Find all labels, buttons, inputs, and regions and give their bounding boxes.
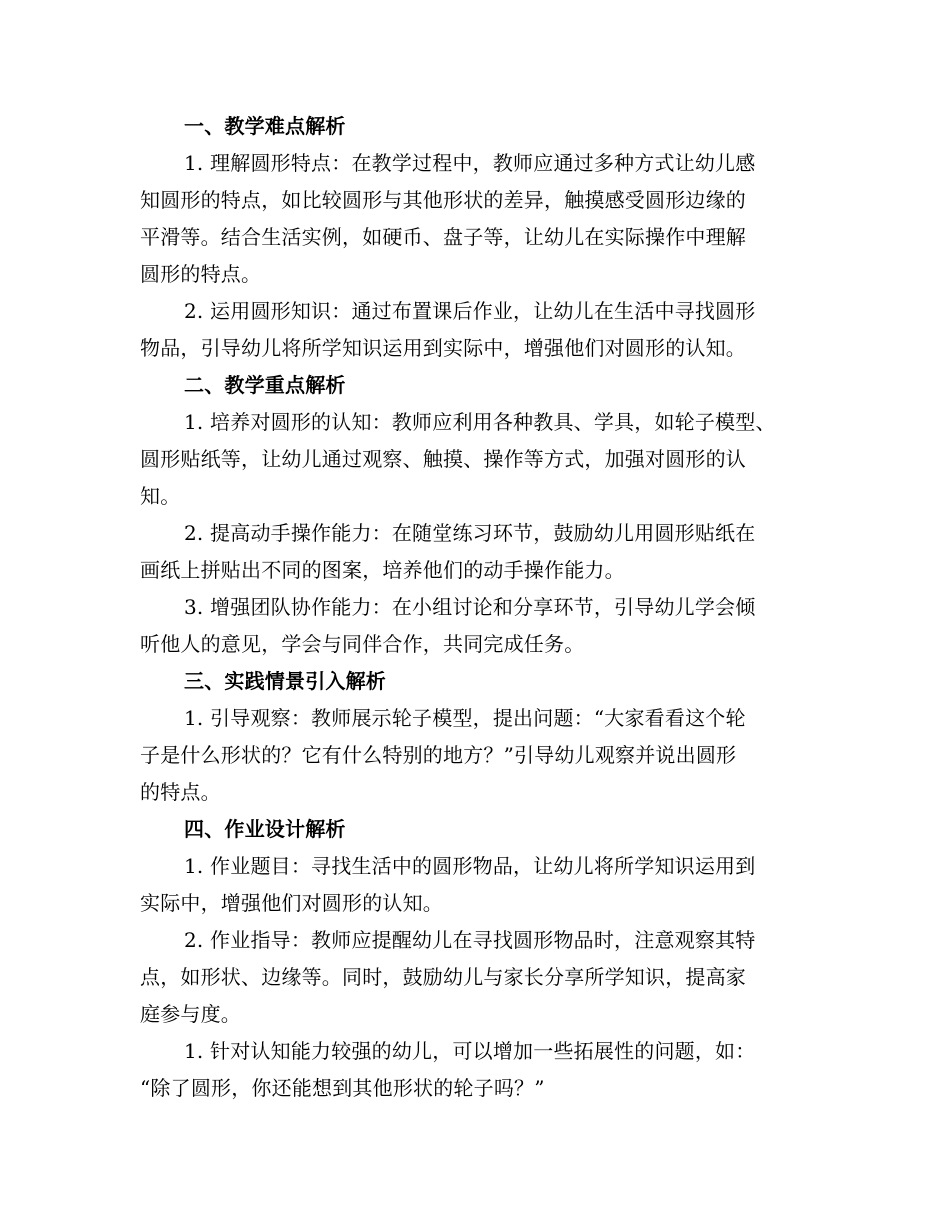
paragraph-line: 1. 培养对圆形的认知：教师应利用各种教具、学具，如轮子模型、: [184, 410, 776, 434]
paragraph-line: 知。: [140, 484, 181, 508]
paragraph-line: 圆形的特点。: [140, 262, 262, 286]
paragraph: [140, 1033, 820, 1107]
paragraph-line: 知圆形的特点，如比较圆形与其他形状的差异，触摸感受圆形边缘的: [140, 188, 746, 212]
section-heading: 三、实践情景引入解析: [184, 669, 386, 693]
paragraph: [140, 700, 820, 811]
paragraph: [140, 848, 820, 922]
paragraph-line: 听他人的意见，学会与同伴合作，共同完成任务。: [140, 632, 585, 656]
paragraph-line: 圆形贴纸等，让幼儿通过观察、触摸、操作等方式，加强对圆形的认: [140, 447, 746, 471]
paragraph-line: 1. 作业题目：寻找生活中的圆形物品，让幼儿将所学知识运用到: [184, 854, 756, 878]
paragraph: [140, 404, 820, 515]
paragraph-line: 2. 运用圆形知识：通过布置课后作业，让幼儿在生活中寻找圆形: [184, 299, 756, 323]
section-heading: 二、教学重点解析: [184, 373, 346, 397]
section-heading: 一、教学难点解析: [184, 114, 346, 138]
paragraph: [140, 293, 820, 367]
paragraph-line: 3. 增强团队协作能力：在小组讨论和分享环节，引导幼儿学会倾: [184, 595, 756, 619]
paragraph: [140, 145, 820, 293]
document-page: [140, 108, 820, 1107]
paragraph-line: 平滑等。结合生活实例，如硬币、盘子等，让幼儿在实际操作中理解: [140, 225, 746, 249]
paragraph-line: 物品，引导幼儿将所学知识运用到实际中，增强他们对圆形的认知。: [140, 336, 746, 360]
paragraph-line: 实际中，增强他们对圆形的认知。: [140, 891, 443, 915]
paragraph-line: 2. 提高动手操作能力：在随堂练习环节，鼓励幼儿用圆形贴纸在: [184, 521, 756, 545]
paragraph: [140, 922, 820, 1033]
paragraph-line: 1. 针对认知能力较强的幼儿，可以增加一些拓展性的问题，如：: [184, 1039, 756, 1063]
paragraph-line: 庭参与度。: [140, 1002, 241, 1026]
paragraph-line: 画纸上拼贴出不同的图案，培养他们的动手操作能力。: [140, 558, 625, 582]
paragraph-line: 的特点。: [140, 780, 221, 804]
paragraph-line: 子是什么形状的？它有什么特别的地方？”引导幼儿观察并说出圆形: [140, 743, 737, 767]
paragraph-line: 1. 引导观察：教师展示轮子模型，提出问题：“大家看看这个轮: [184, 706, 746, 730]
paragraph-line: 1. 理解圆形特点：在教学过程中，教师应通过多种方式让幼儿感: [184, 151, 756, 175]
paragraph: [140, 515, 820, 589]
paragraph-line: 点，如形状、边缘等。同时，鼓励幼儿与家长分享所学知识，提高家: [140, 965, 746, 989]
paragraph: [140, 589, 820, 663]
paragraph-line: “除了圆形，你还能想到其他形状的轮子吗？”: [140, 1076, 545, 1100]
section-heading: 四、作业设计解析: [184, 817, 346, 841]
paragraph-line: 2. 作业指导：教师应提醒幼儿在寻找圆形物品时，注意观察其特: [184, 928, 756, 952]
